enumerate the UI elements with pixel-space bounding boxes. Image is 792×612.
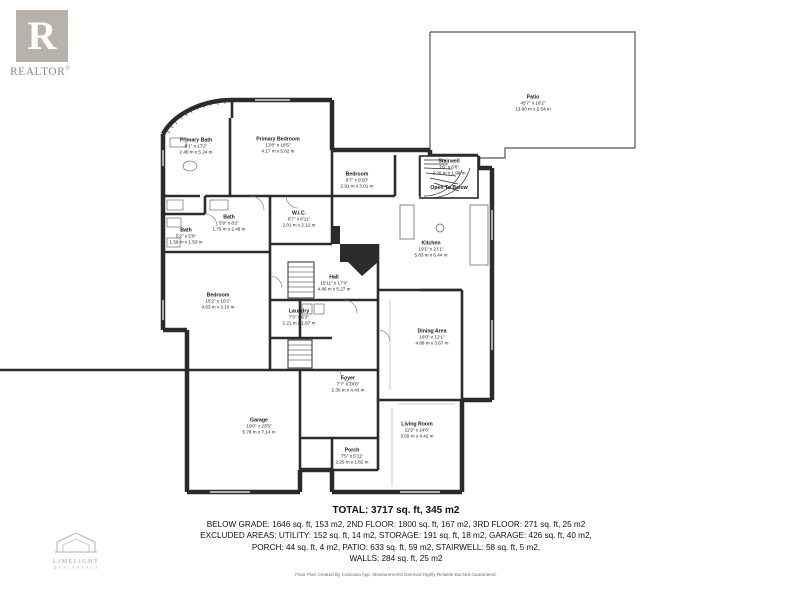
total-area-line: TOTAL: 3717 sq. ft, 345 m2 bbox=[332, 505, 460, 516]
excluded-areas-line: EXCLUDED AREAS: UTILITY: 152 sq. ft, 14 m2, STORAGE: 191 sq. ft, 18 m2, GARAGE: 426 sq. ft, 40 m2, bbox=[200, 531, 592, 541]
porch-patio-line: PORCH: 44 sq. ft, 4 m2, PATIO: 633 sq. ft, 59 m2, STAIRWELL: 58 sq. ft, 5 m2, bbox=[251, 542, 541, 552]
stairwell-stairs bbox=[420, 156, 478, 205]
room-name: Primary Bath bbox=[179, 137, 213, 144]
room-dimensions-imperial: 7'3" x 6'2" bbox=[288, 314, 310, 320]
room-dimensions-metric: 4.86 m x 5.27 m bbox=[317, 286, 351, 292]
room-dimensions-imperial: 7'7" x 14'6" bbox=[336, 381, 360, 387]
room-dimensions-imperial: 19'0" x 23'5" bbox=[246, 423, 272, 429]
realtor-wordmark-text: REALTOR bbox=[10, 66, 66, 78]
room-name: Dining Area bbox=[417, 328, 447, 335]
room-name: Garage bbox=[250, 417, 268, 424]
room-name: Patio bbox=[526, 94, 540, 101]
room-name: Open To Below bbox=[430, 184, 468, 191]
room-dimensions-imperial: 11'9" x 14'6" bbox=[404, 427, 430, 433]
room-name: Porch bbox=[344, 447, 360, 454]
hall-stairs bbox=[288, 262, 314, 298]
room-dimensions-metric: 2.01 m x 2.12 m bbox=[282, 222, 316, 228]
room-name: Living Room bbox=[401, 421, 433, 428]
disclaimer-text: Floor Plan Created By Cubicasa App. Measurements Deemed Highly Reliable But Not Guaranteed. bbox=[295, 572, 497, 577]
patio-area bbox=[430, 32, 635, 158]
room-name: Stairwell bbox=[438, 158, 460, 165]
area-summary bbox=[0, 505, 792, 564]
limelight-name: LIMELIGHT bbox=[52, 558, 100, 565]
room-dimensions-metric: 1.59 m x 1.53 m bbox=[169, 239, 203, 245]
room-dimensions-metric: 2.25 m x 1.82 m bbox=[335, 459, 369, 465]
room-dimensions-imperial: 16'0" x 12'1" bbox=[419, 334, 445, 340]
room-dimensions-imperial: 8'1" x 17'2" bbox=[184, 143, 208, 149]
below-grade-line: BELOW GRADE: 1646 sq. ft, 153 m2, 2ND FLOOR: 1800 sq. ft, 167 m2, 3RD FLOOR: 271 sq. ft, 25 m2 bbox=[206, 520, 586, 529]
room-dimensions-metric: 1.75 m x 2.49 m bbox=[212, 226, 246, 232]
room-name: Kitchen bbox=[421, 240, 441, 247]
room-dimensions-imperial: 19'1" x 21'1" bbox=[418, 246, 444, 252]
room-dimensions-metric: 2.28 m x 1.98 m bbox=[432, 170, 466, 176]
room-dimensions-metric: 5.78 m x 7.14 m bbox=[242, 429, 276, 435]
room-name: Bedroom bbox=[206, 292, 230, 299]
room-dimensions-metric: 4.17 m x 5.62 m bbox=[261, 148, 295, 154]
room-name: Foyer bbox=[340, 375, 356, 382]
room-dimensions-metric: 4.88 m x 3.67 m bbox=[415, 340, 449, 346]
room-dimensions-imperial: 7'6" x 6'6" bbox=[438, 164, 460, 170]
room-dimensions-metric: 3.59 m x 4.42 m bbox=[400, 433, 434, 439]
room-dimensions-metric: 2.48 m x 5.24 m bbox=[179, 149, 213, 155]
realtor-logo-wordmark bbox=[10, 66, 102, 78]
room-dimensions-imperial: 13'8" x 18'5" bbox=[265, 142, 291, 148]
room-dimensions-imperial: 7'5" x 5'11" bbox=[340, 453, 364, 459]
room-dimensions-metric: 5.83 m x 6.44 m bbox=[414, 252, 448, 258]
room-dimensions-imperial: 9'7" x 9'10" bbox=[345, 177, 369, 183]
room-name: W.I.C. bbox=[291, 210, 307, 217]
room-dimensions-metric: 13.90 m x 5.54 m bbox=[515, 106, 551, 112]
room-dimensions-imperial: 45'7" x 18'2" bbox=[520, 100, 546, 106]
room-name: Bath bbox=[223, 214, 235, 221]
realtor-trademark: ® bbox=[65, 66, 71, 73]
room-dimensions-imperial: 15'2" x 10'2" bbox=[205, 298, 231, 304]
room-dimensions-imperial: 5'2" x 5'0" bbox=[175, 233, 197, 239]
room-name: Bedroom bbox=[345, 171, 369, 178]
room-dimensions-metric: 4.63 m x 3.10 m bbox=[201, 304, 235, 310]
room-dimensions-metric: 2.21 m x 1.87 m bbox=[282, 320, 316, 326]
realtor-logo-letter: R bbox=[27, 13, 57, 58]
room-dimensions-metric: 2.30 m x 4.43 m bbox=[331, 387, 365, 393]
room-name: Primary Bedroom bbox=[256, 136, 300, 143]
room-dimensions-imperial: 5'9" x 8'2" bbox=[218, 220, 240, 226]
room-dimensions-metric: 2.91 m x 3.01 m bbox=[340, 183, 374, 189]
room-name: Bath bbox=[180, 227, 192, 234]
room-name: Hall bbox=[329, 274, 339, 281]
walls-line: WALLS: 284 sq. ft, 25 m2 bbox=[349, 553, 443, 563]
realtor-logo bbox=[8, 8, 104, 92]
room-name: Laundry bbox=[288, 308, 310, 315]
garage-stairs bbox=[288, 340, 312, 368]
room-dimensions-imperial: 6'7" x 6'11" bbox=[287, 216, 311, 222]
room-dimensions-imperial: 15'11" x 17'4" bbox=[320, 280, 348, 286]
limelight-sub: R E A L E S T A T E bbox=[53, 566, 99, 570]
